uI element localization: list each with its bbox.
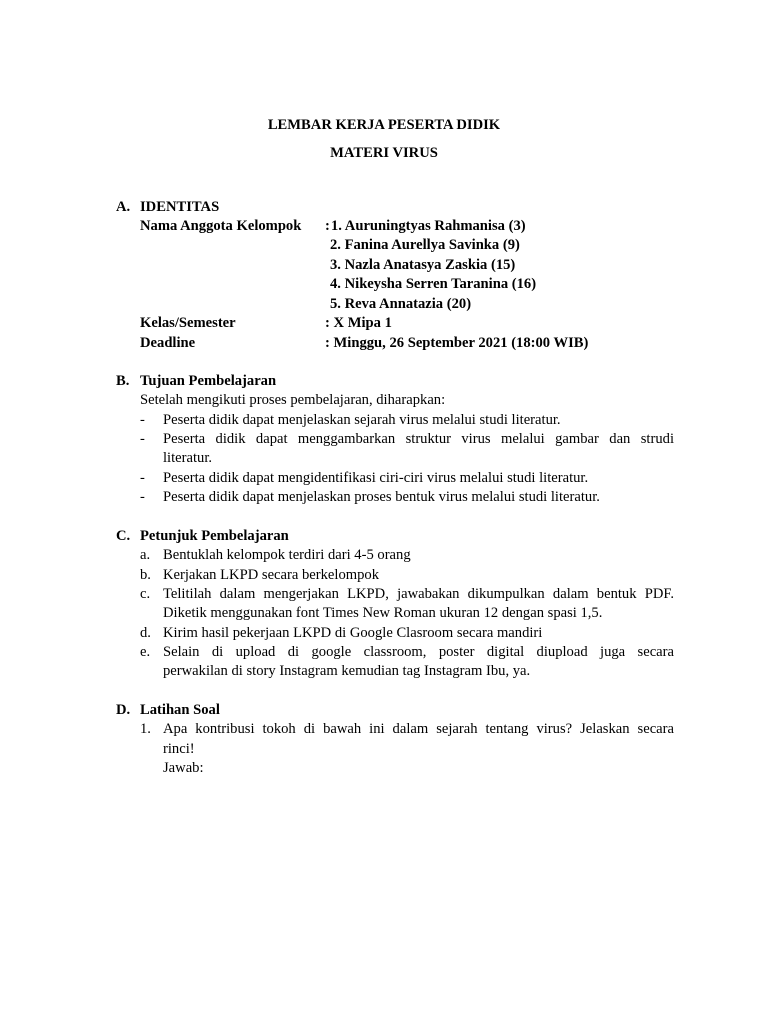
instruction-marker: e. <box>140 644 151 660</box>
question-text: Apa kontribusi tokoh di bawah ini dalam sejarah tentang virus? Jelaskan secara <box>163 721 674 737</box>
instruction-item: Bentuklah kelompok terdiri dari 4-5 orang <box>163 547 411 563</box>
objective-item: Peserta didik dapat mengidentifikasi ciri-ciri virus melalui studi literatur. <box>163 470 589 486</box>
instruction-item: Selain di upload di google classroom, poster digital diupload juga secara <box>163 644 674 660</box>
section-d-heading: Latihan Soal <box>140 702 220 718</box>
section-a-letter: A. <box>116 199 131 215</box>
member-3: 3. Nazla Anatasya Zaskia (15) <box>330 257 516 273</box>
objective-item-continued: literatur. <box>163 450 213 466</box>
member-1: 1. Auruningtyas Rahmanisa (3) <box>331 218 526 234</box>
class-label: Kelas/Semester <box>140 315 236 331</box>
bullet-dash: - <box>140 431 145 447</box>
instruction-marker: d. <box>140 625 151 641</box>
instruction-marker: b. <box>140 567 151 583</box>
members-label: Nama Anggota Kelompok <box>140 218 302 234</box>
instruction-marker: a. <box>140 547 151 563</box>
question-text-continued: rinci! <box>163 741 195 757</box>
section-c-letter: C. <box>116 528 131 544</box>
instruction-item: Kerjakan LKPD secara berkelompok <box>163 567 379 583</box>
document-subtitle: MATERI VIRUS <box>330 145 438 161</box>
member-2: 2. Fanina Aurellya Savinka (9) <box>330 237 520 253</box>
class-value: : X Mipa 1 <box>325 315 392 331</box>
deadline-label: Deadline <box>140 335 196 351</box>
answer-label: Jawab: <box>163 760 204 776</box>
objective-item: Peserta didik dapat menjelaskan proses bentuk virus melalui studi literatur. <box>163 489 600 505</box>
section-a-heading: IDENTITAS <box>140 199 220 215</box>
instruction-item-continued: perwakilan di story Instagram kemudian tag Instagram Ibu, ya. <box>163 663 531 679</box>
bullet-dash: - <box>140 489 145 505</box>
section-b-letter: B. <box>116 373 130 389</box>
instruction-item: Kirim hasil pekerjaan LKPD di Google Clasroom secara mandiri <box>163 625 543 641</box>
bullet-dash: - <box>140 412 145 428</box>
objective-item: Peserta didik dapat menggambarkan struktur virus melalui gambar dan strudi <box>163 431 674 447</box>
section-c-heading: Petunjuk Pembelajaran <box>140 528 289 544</box>
question-marker: 1. <box>140 721 151 737</box>
member-4: 4. Nikeysha Serren Taranina (16) <box>330 276 537 292</box>
document-title: LEMBAR KERJA PESERTA DIDIK <box>267 117 501 133</box>
members-separator: : <box>325 218 330 234</box>
bullet-dash: - <box>140 470 145 486</box>
instruction-item-continued: Diketik menggunakan font Times New Roman ukuran 12 dengan spasi 1,5. <box>163 605 603 621</box>
section-b-heading: Tujuan Pembelajaran <box>140 373 277 389</box>
section-d-letter: D. <box>116 702 131 718</box>
objective-item: Peserta didik dapat menjelaskan sejarah virus melalui studi literatur. <box>163 412 561 428</box>
instruction-marker: c. <box>140 586 151 602</box>
deadline-value: : Minggu, 26 September 2021 (18:00 WIB) <box>325 335 589 351</box>
section-b-intro: Setelah mengikuti proses pembelajaran, diharapkan: <box>140 392 446 408</box>
instruction-item: Telitilah dalam mengerjakan LKPD, jawabakan dikumpulkan dalam bentuk PDF. <box>163 586 674 602</box>
member-5: 5. Reva Annatazia (20) <box>330 296 472 312</box>
